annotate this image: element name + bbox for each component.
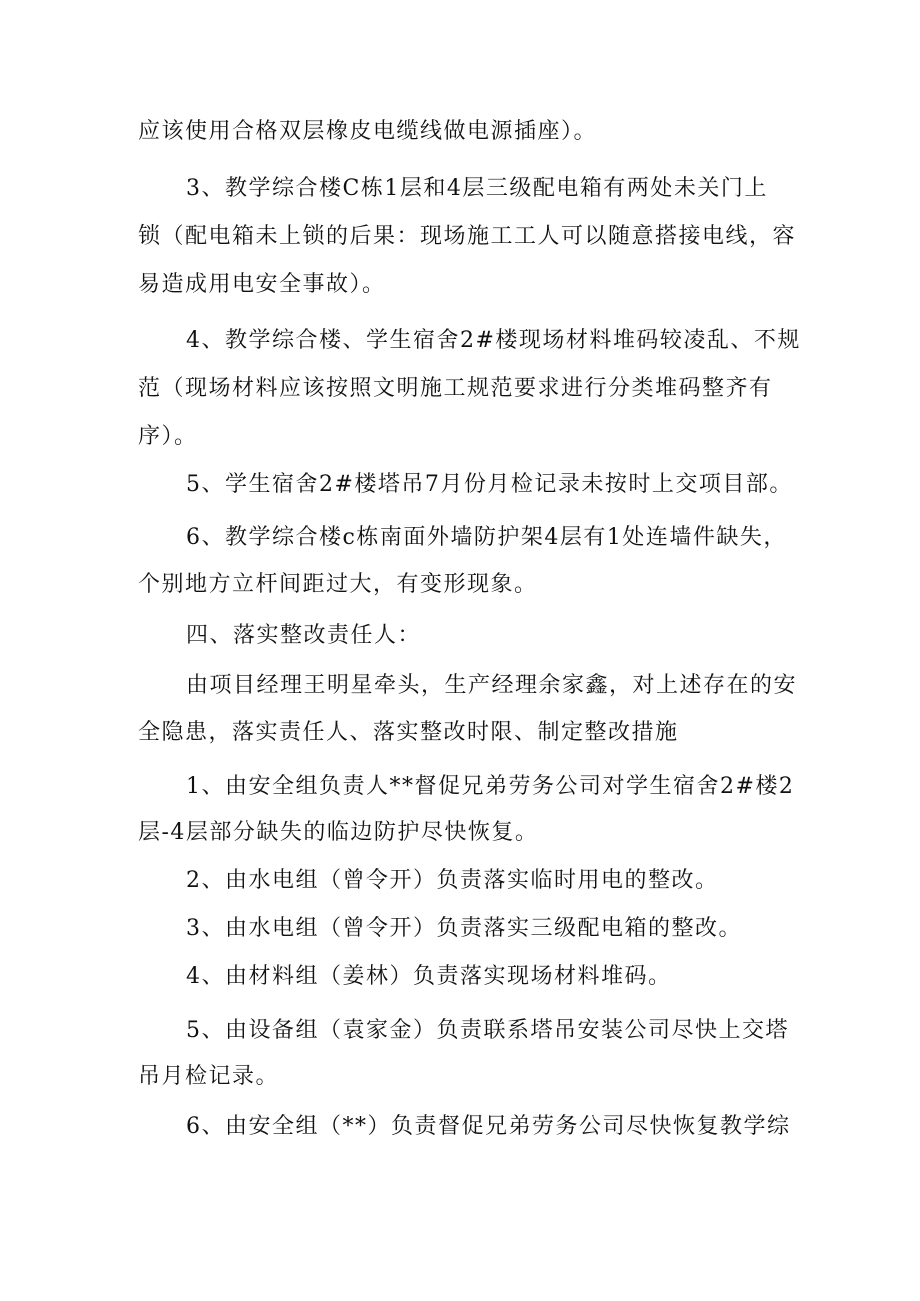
action-6-line: 6、由安全组（**）负责督促兄弟劳务公司尽快恢复教学综 (186, 1114, 791, 1139)
issue-5-line: 5、学生宿舍2#楼塔吊7月份月检记录未按时上交项目部。 (186, 472, 793, 497)
paragraph-line: 由项目经理王明星牵头，生产经理余家鑫，对上述存在的安 (186, 673, 798, 698)
paragraph-line: 全隐患，落实责任人、落实整改时限、制定整改措施 (138, 720, 679, 745)
section-heading: 四、落实整改责任人： (186, 623, 422, 648)
paragraph-line: 个别地方立杆间距过大，有变形现象。 (138, 572, 538, 597)
issue-4-line: 4、教学综合楼、学生宿舍2#楼现场材料堆码较凌乱、不规 (186, 328, 801, 353)
paragraph-line: 层-4层部分缺失的临边防护尽快恢复。 (138, 820, 539, 845)
action-5-line: 5、由设备组（袁家金）负责联系塔吊安装公司尽快上交塔 (186, 1018, 789, 1043)
issue-6-line: 6、教学综合楼c栋南面外墙防护架4层有1处连墙件缺失， (186, 525, 787, 550)
action-3-line: 3、由水电组（曾令开）负责落实三级配电箱的整改。 (186, 916, 742, 941)
paragraph-line: 范（现场材料应该按照文明施工规范要求进行分类堆码整齐有 (138, 376, 773, 401)
issue-3-line: 3、教学综合楼C栋1层和4层三级配电箱有两处未关门上 (186, 176, 768, 201)
paragraph-line: 锁（配电箱未上锁的后果：现场施工工人可以随意搭接电线，容 (138, 224, 797, 249)
paragraph-line: 易造成用电安全事故）。 (138, 272, 386, 297)
action-4-line: 4、由材料组（姜林）负责落实现场材料堆码。 (186, 964, 672, 989)
paragraph-line: 应该使用合格双层橡皮电缆线做电源插座）。 (138, 119, 598, 144)
paragraph-line: 吊月检记录。 (138, 1064, 280, 1089)
paragraph-line: 序）。 (138, 424, 198, 449)
action-1-line: 1、由安全组负责人**督促兄弟劳务公司对学生宿舍2#楼2 (186, 774, 795, 799)
action-2-line: 2、由水电组（曾令开）负责落实临时用电的整改。 (186, 868, 719, 893)
